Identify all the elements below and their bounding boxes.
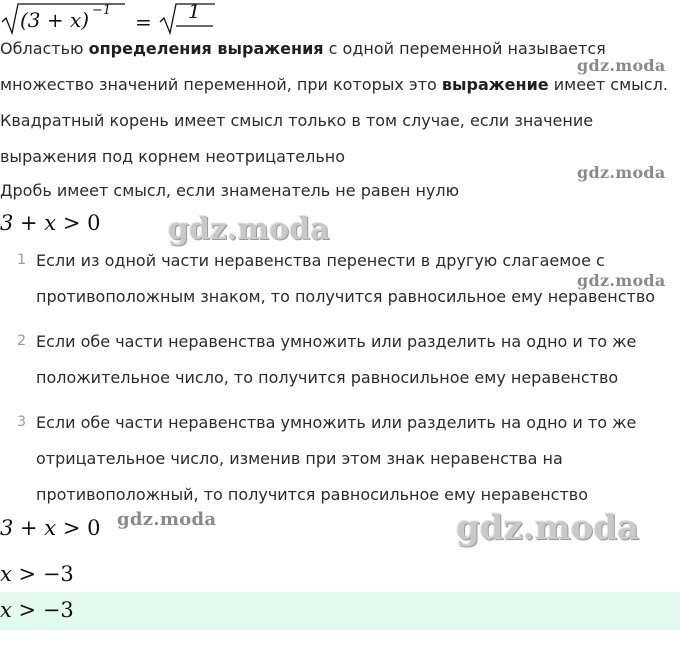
text-fragment: с одной переменной называется [323,39,606,58]
answer-rhs: −3 [42,598,74,622]
text-fragment: Областью [0,39,89,58]
inequality-2 [0,516,101,540]
ineq-lhs: x [0,562,12,586]
ineq-operator: > [62,211,81,235]
definition-line-2 [0,67,668,103]
formula-right-numerator: 1 [188,0,201,23]
ineq-operator: > [18,562,37,586]
answer-inequality [0,598,74,622]
ineq-rhs: 0 [87,516,101,540]
fraction-rule: Дробь имеет смысл, если знаменатель не равен нулю [0,181,460,200]
watermark-large: gdz.moda [168,212,330,247]
bold-term: определения выражения [88,39,324,58]
answer-highlight [0,592,680,630]
answer-operator: > [18,598,37,622]
rule-number: 1 [17,252,26,268]
formula-left: (3 + x) [20,8,90,32]
watermark: gdz.moda [577,56,666,75]
rule-number: 3 [17,414,26,430]
ineq-rhs: −3 [42,562,74,586]
text-fragment: имеет смысл. [548,75,668,94]
rule-number: 2 [17,333,26,349]
inequality-3 [0,562,74,586]
ineq-lhs: 3 + x [0,516,57,540]
text-fragment: множество значений переменной, при которых это [0,75,442,94]
ineq-rhs: 0 [87,211,101,235]
bold-term: выражение [441,75,549,94]
inequality-1 [0,211,101,235]
rule-1-line-2: противоположным знаком, то получится равносильное ему неравенство [36,287,656,306]
watermark: gdz.moda [117,509,217,530]
watermark-large: gdz.moda [456,508,640,548]
rule-3-line-1: Если обе части неравенства умножить или разделить на одно и то же [36,413,637,432]
watermark: gdz.moda [577,271,666,290]
ineq-lhs: 3 + x [0,211,57,235]
rule-3-line-2: отрицательное число, изменив при этом знак неравенства на [36,449,563,468]
sqrt-rule-line-2: выражения под корнем неотрицательно [0,147,346,166]
rule-1-line-1: Если из одной части неравенства перенести в другую слагаемое с [36,251,605,270]
formula-equals: = [135,10,152,34]
definition-line-1 [0,31,606,67]
rule-3-line-3: противоположный, то получится равносильное ему неравенство [36,485,588,504]
ineq-operator: > [62,516,81,540]
sqrt-rule-line-1: Квадратный корень имеет смысл только в том случае, если значение [0,111,594,130]
formula-left-exponent: −1 [92,3,112,18]
answer-lhs: x [0,598,12,622]
watermark: gdz.moda [577,163,666,182]
rule-2-line-1: Если обе части неравенства умножить или разделить на одно и то же [36,332,637,351]
rule-2-line-2: положительное число, то получится равносильное ему неравенство [36,368,619,387]
